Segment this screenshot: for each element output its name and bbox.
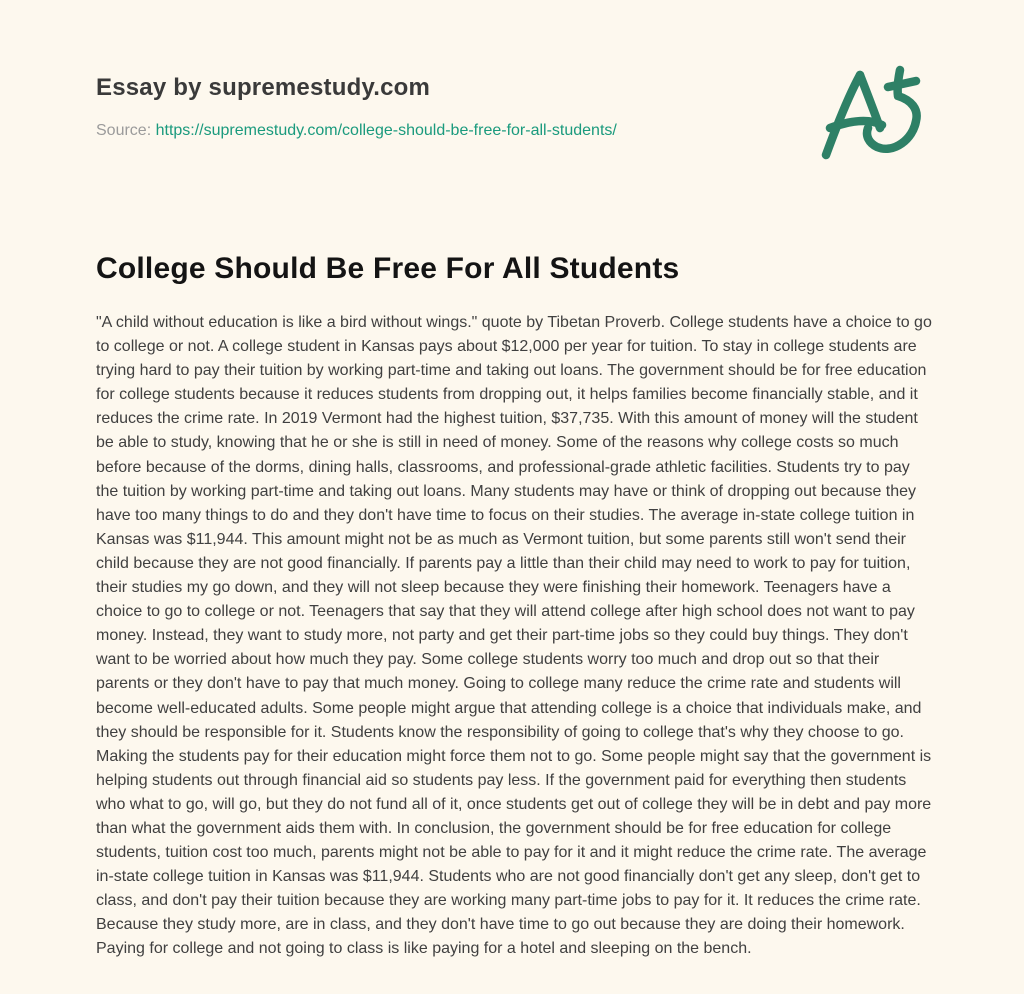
page-header-title: Essay by supremestudy.com	[96, 74, 431, 101]
essay-body-text: "A child without education is like a bird without wings." quote by Tibetan Proverb. College students have a choice to go to college or not. A college student in Kansas pays about $12,000 per year for tuition. To stay in college students are trying hard to pay their tuition by working part-time and taking out loans. The government should be for free education for college students because it reduces students from dropping out, it helps families become financially stable, and it reduces the crime rate. In 2019 Vermont had the highest tuition, $37,735. With this amount of money will the student be able to study, knowing that he or she is still in need of money. Some of the reasons why college costs so much before because of the dorms, dining halls, classrooms, and professional-grade athletic facilities. Students try to pay the tuition by working part-time and taking out loans. Many students may have or think of dropping out because they have too many things to do and they don't have time to focus on their studies. The average in-state college tuition in Kansas was $11,944. This amount might not be as much as Vermont tuition, but some parents still won't send their child because they are not good financially. If parents pay a little than their child may need to work to pay for tuition, their studies my go down, and they will not sleep because they were finishing their homework. Teenagers have a choice to go to college or not. Teenagers that say that they will attend college after high school does not want to pay money. Instead, they want to study more, not party and get their part-time jobs so they could buy things. They don't want to be worried about how much they pay. Some college students worry too much and drop out so that their parents or they don't have to pay that much money. Going to college many reduce the crime rate and students will become well-educated adults. Some people might argue that attending college is a choice that individuals make, and they should be responsible for it. Students know the responsibility of going to college that's why they choose to go. Making the students pay for their education might force them not to go. Some people might say that the government is helping students out through financial aid so students pay less. If the government paid for everything then students who what to go, will go, but they do not fund all of it, once students get out of college they will be in debt and pay more than what the government aids them with. In conclusion, the government should be for free education for college students, tuition cost too much, parents might not be able to pay for it and it might reduce the crime rate. The average in-state college tuition in Kansas was $11,944. Students who are not good financially don't get any sleep, don't get to class, and don't pay their tuition because they are working many part-time jobs to pay for it. It reduces the crime rate. Because they study more, are in class, and they don't have time to go out because they are doing their homework. Paying for college and not going to class is like paying for a hotel and sleeping on the bench.	[96, 314, 937, 958]
source-label: Source:	[96, 122, 152, 139]
source-line	[96, 122, 617, 140]
essay-title: College Should Be Free For All Students	[96, 252, 680, 285]
source-link[interactable]: https://supremestudy.com/college-should-be-free-for-all-students/	[155, 122, 617, 139]
a-plus-logo-icon	[818, 62, 924, 162]
